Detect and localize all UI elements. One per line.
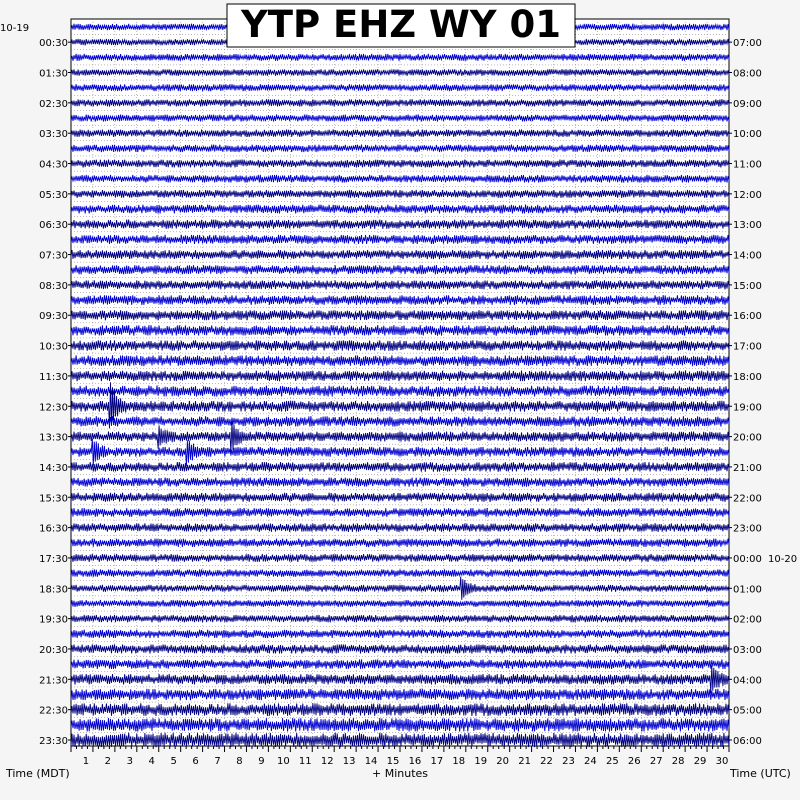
right-tick-label: 20:00	[733, 432, 762, 444]
right-tick-label: 07:00	[733, 38, 762, 50]
left-tick-label: 13:30	[39, 432, 68, 444]
left-tick-label: 06:30	[39, 220, 68, 232]
left-tick-label: 08:30	[39, 280, 68, 292]
left-tick-label: 04:30	[39, 159, 68, 171]
left-tick-label: 02:30	[39, 98, 68, 110]
x-tick-label: 3	[126, 756, 133, 767]
right-axis-label: Time (UTC)	[730, 767, 791, 780]
left-tick-label: 05:30	[39, 189, 68, 201]
right-tick-label: 22:00	[733, 493, 762, 505]
x-tick-label: 15	[386, 756, 400, 767]
x-tick-label: 11	[298, 756, 312, 767]
left-tick-label: 14:30	[39, 462, 68, 474]
left-tick-label: 15:30	[39, 493, 68, 505]
x-tick-label: 12	[320, 756, 334, 767]
right-tick-label: 09:00	[733, 98, 762, 110]
x-tick-label: 2	[104, 756, 112, 767]
left-date-label: 10-19	[0, 23, 30, 34]
x-tick-label: 26	[627, 756, 641, 767]
right-tick-label: 14:00	[733, 250, 762, 262]
right-tick-label: 08:00	[733, 68, 762, 80]
x-tick-label: 14	[364, 756, 378, 767]
left-tick-label: 17:30	[39, 553, 68, 565]
right-tick-label: 18:00	[733, 371, 762, 383]
x-tick-label: 29	[693, 756, 707, 767]
x-tick-label: 17	[430, 756, 444, 767]
right-tick-label: 21:00	[733, 462, 762, 474]
right-tick-label: 06:00	[733, 735, 762, 747]
left-tick-label: 18:30	[39, 584, 68, 596]
x-tick-label: 25	[605, 756, 619, 767]
x-tick-label: 19	[474, 756, 488, 767]
x-tick-label: 20	[496, 756, 510, 767]
left-axis-label: Time (MDT)	[6, 767, 70, 780]
left-tick-label: 20:30	[39, 644, 68, 656]
chart-title: YTP EHZ WY 01	[241, 3, 561, 46]
x-tick-label: 5	[170, 756, 177, 767]
left-tick-label: 09:30	[39, 311, 68, 323]
left-tick-label: 07:30	[39, 250, 68, 262]
right-tick-label: 04:00	[733, 675, 762, 687]
left-tick-label: 21:30	[39, 675, 68, 687]
right-tick-label: 05:00	[733, 705, 762, 717]
right-tick-label: 01:00	[733, 584, 762, 596]
x-tick-label: 10	[276, 756, 290, 767]
right-tick-label: 19:00	[733, 402, 762, 414]
left-tick-label: 12:30	[39, 402, 68, 414]
right-tick-label: 03:00	[733, 644, 762, 656]
right-tick-label: 15:00	[733, 280, 762, 292]
right-tick-label: 10:00	[733, 129, 762, 141]
left-tick-label: 23:30	[39, 735, 68, 747]
right-tick-label: 12:00	[733, 189, 762, 201]
x-tick-label: 7	[214, 756, 221, 767]
left-tick-label: 16:30	[39, 523, 68, 535]
x-axis-label: + Minutes	[371, 767, 429, 780]
x-tick-label: 23	[562, 756, 575, 767]
left-tick-label: 03:30	[39, 129, 68, 141]
x-tick-label: 6	[192, 756, 199, 767]
x-tick-label: 4	[148, 756, 155, 767]
right-date-change-label: 10-20	[768, 553, 798, 565]
x-tick-label: 9	[258, 756, 265, 767]
left-tick-label: 11:30	[39, 371, 68, 383]
right-tick-label: 00:00	[733, 553, 762, 565]
left-tick-label: 10:30	[39, 341, 68, 353]
x-tick-label: 28	[671, 756, 685, 767]
right-tick-label: 13:00	[733, 220, 762, 232]
x-tick-label: 24	[584, 756, 597, 767]
left-tick-label: 00:30	[39, 38, 68, 50]
left-tick-label: 22:30	[39, 705, 68, 717]
x-tick-label: 21	[518, 756, 531, 767]
right-tick-label: 17:00	[733, 341, 762, 353]
x-tick-label: 22	[540, 756, 553, 767]
left-tick-label: 19:30	[39, 614, 68, 626]
left-tick-label: 01:30	[39, 68, 68, 80]
x-tick-label: 16	[408, 756, 422, 767]
x-tick-label: 27	[649, 756, 663, 767]
right-tick-label: 23:00	[733, 523, 762, 535]
x-tick-label: 13	[342, 756, 356, 767]
x-tick-label: 18	[452, 756, 466, 767]
x-tick-label: 30	[715, 756, 729, 767]
x-tick-label: 1	[82, 756, 90, 767]
x-tick-label: 8	[236, 756, 243, 767]
right-tick-label: 02:00	[733, 614, 762, 626]
right-tick-label: 16:00	[733, 311, 762, 323]
right-tick-label: 11:00	[733, 159, 762, 171]
